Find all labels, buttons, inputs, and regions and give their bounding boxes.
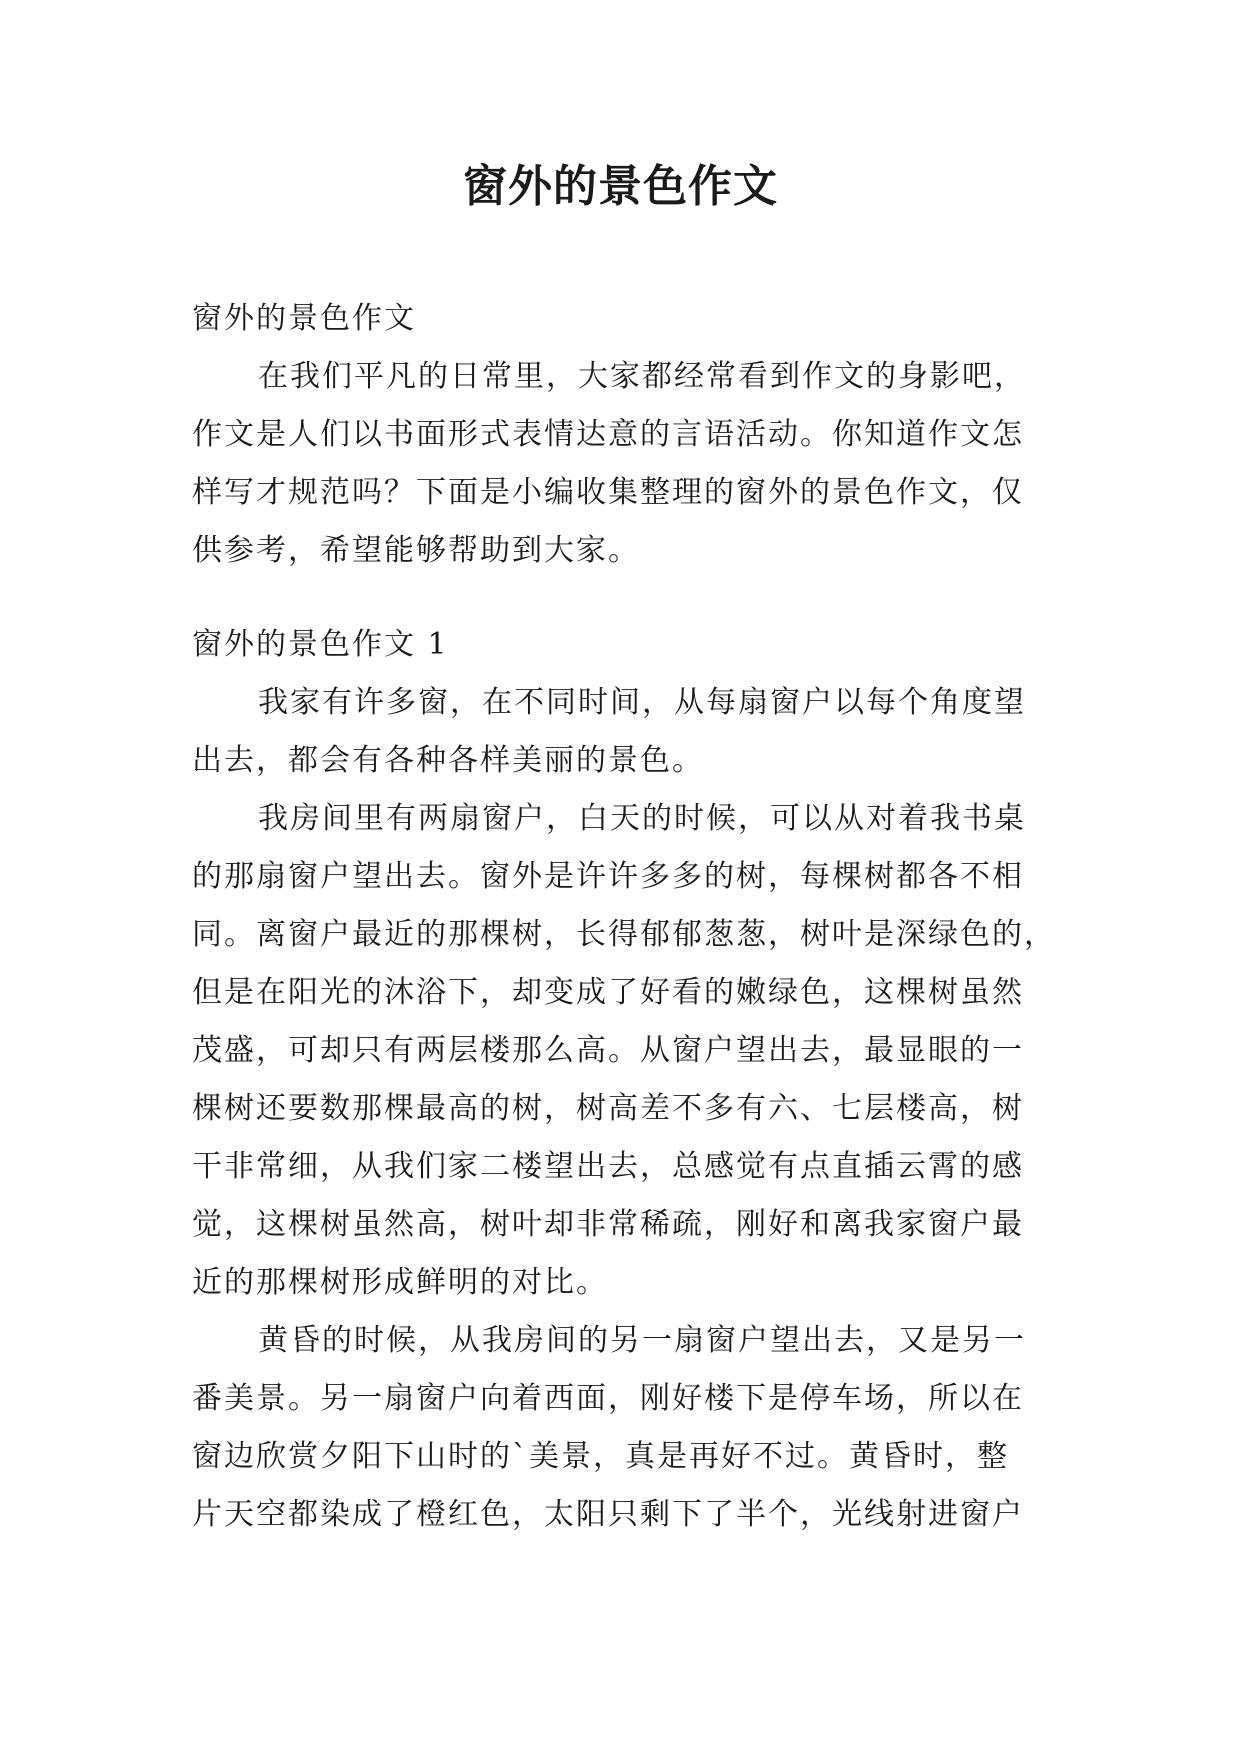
paragraph3-line-4: 片天空都染成了橙红色，太阳只剩下了半个，光线射进窗户 — [192, 1497, 1024, 1532]
section-heading: 窗外的景色作文 1 — [192, 627, 449, 662]
intro-line-4: 供参考，希望能够帮助到大家。 — [192, 533, 640, 568]
paragraph2-line-8: 觉，这棵树虽然高，树叶却非常稀疏，刚好和离我家窗户最 — [192, 1207, 1024, 1242]
paragraph2-line-6: 棵树还要数那棵最高的树，树高差不多有六、七层楼高，树 — [192, 1091, 1024, 1126]
paragraph3-line-2: 番美景。另一扇窗户向着西面，刚好楼下是停车场，所以在 — [192, 1381, 1024, 1416]
paragraph3-line-3: 窗边欣赏夕阳下山时的`美景，真是再好不过。黄昏时，整 — [192, 1439, 1009, 1474]
paragraph2-line-3: 同。离窗户最近的那棵树，长得郁郁葱葱，树叶是深绿色的， — [192, 917, 1056, 952]
paragraph1-line-2: 出去，都会有各种各样美丽的景色。 — [192, 743, 704, 778]
intro-line-2: 作文是人们以书面形式表情达意的言语活动。你知道作文怎 — [192, 417, 1024, 452]
intro-line-3: 样写才规范吗？下面是小编收集整理的窗外的景色作文，仅 — [192, 475, 1024, 510]
paragraph2-line-5: 茂盛，可却只有两层楼那么高。从窗户望出去，最显眼的一 — [192, 1033, 1024, 1068]
intro-line-1: 在我们平凡的日常里，大家都经常看到作文的身影吧， — [258, 359, 1026, 394]
paragraph2-line-2: 的那扇窗户望出去。窗外是许许多多的树，每棵树都各不相 — [192, 859, 1024, 894]
paragraph2-line-4: 但是在阳光的沐浴下，却变成了好看的嫩绿色，这棵树虽然 — [192, 975, 1024, 1010]
paragraph-gap — [192, 580, 1048, 616]
document-body — [192, 290, 1056, 1544]
document-title: 窗外的景色作文 — [463, 161, 778, 212]
paragraph1-line-1: 我家有许多窗，在不同时间，从每扇窗户以每个角度望 — [258, 685, 1026, 720]
paragraph3-line-1: 黄昏的时候，从我房间的另一扇窗户望出去，又是另一 — [258, 1323, 1026, 1358]
paragraph2-line-7: 干非常细，从我们家二楼望出去，总感觉有点直插云霄的感 — [192, 1149, 1024, 1184]
paragraph2-line-9: 近的那棵树形成鲜明的对比。 — [192, 1265, 608, 1300]
paragraph2-line-1: 我房间里有两扇窗户，白天的时候，可以从对着我书桌 — [258, 801, 1026, 836]
intro-heading: 窗外的景色作文 — [192, 301, 416, 336]
